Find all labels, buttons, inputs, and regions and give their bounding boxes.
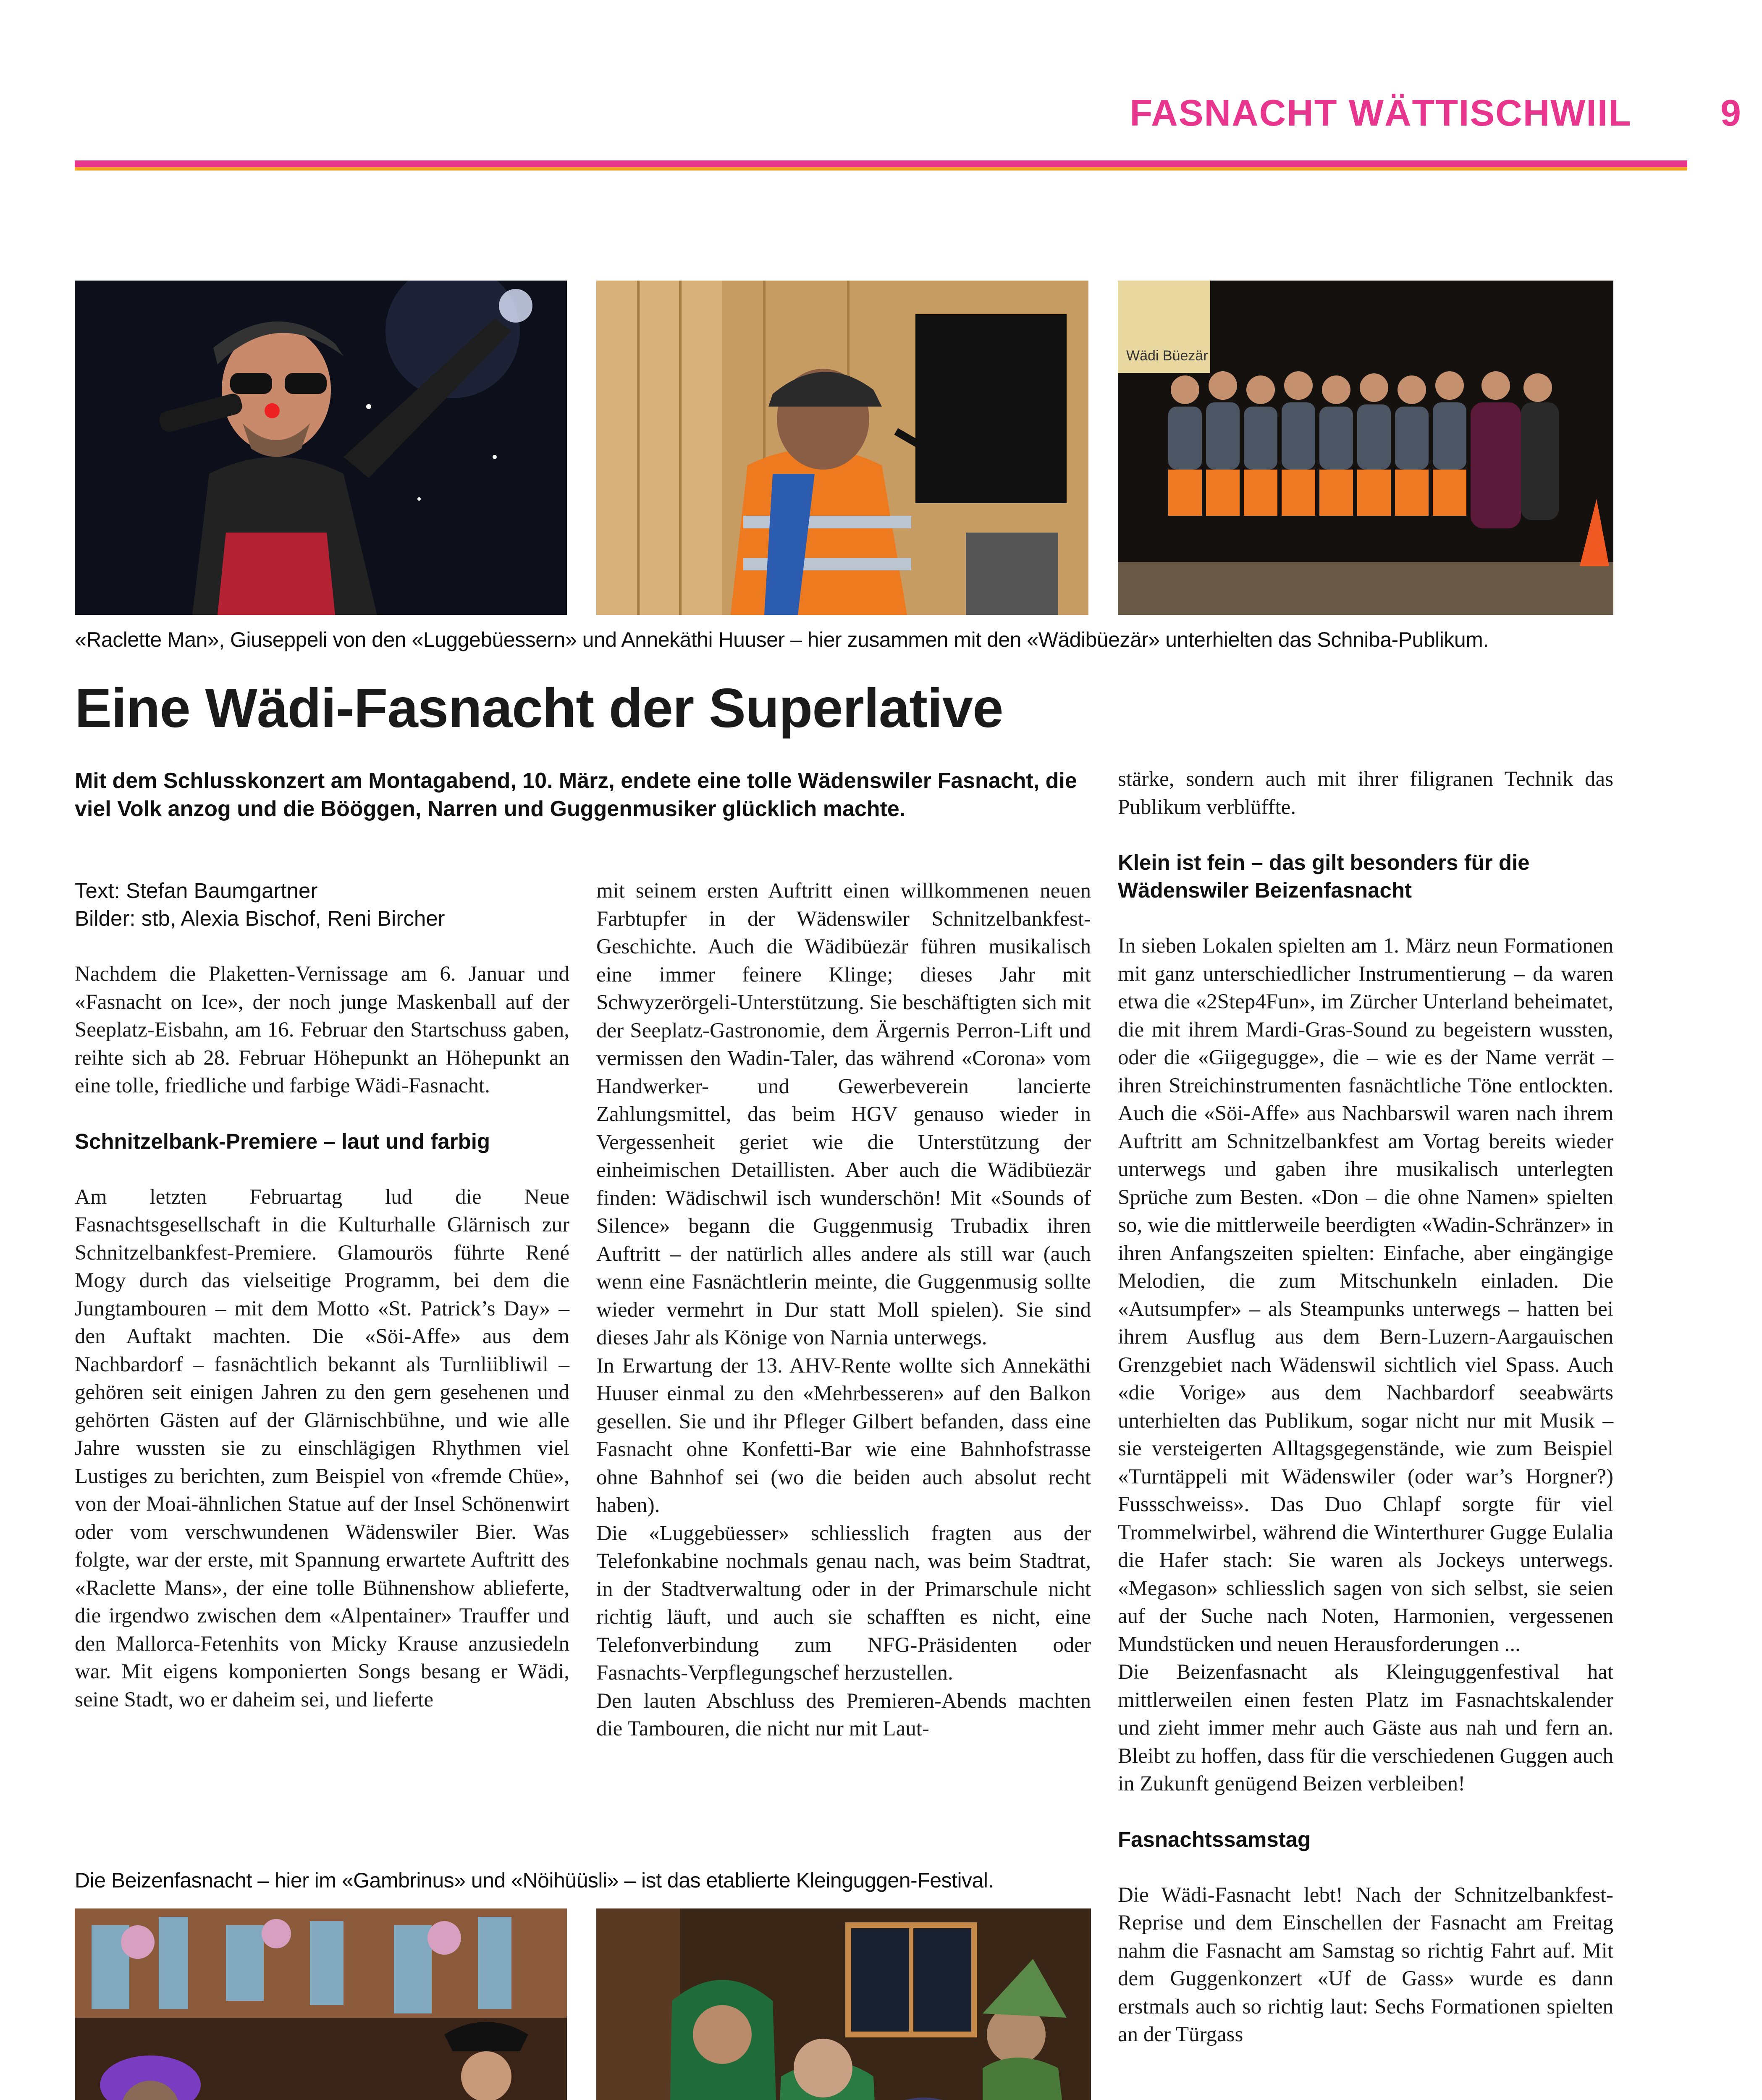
intro-paragraph: Nachdem die Plaketten-Vernissage am 6. Januar und «Fasnacht on Ice», der noch junge Maskenball auf der Seeplatz-Eisbahn, am 16. Februar den Startschuss gaben, reihte sich ab 28. Februar Höhepunkt an Höhepunkt an eine tolle, friedliche und farbige Wädi-Fasnacht. (75, 962, 569, 1097)
lead-paragraph: Mit dem Schlusskonzert am Montagabend, 10. März, endete eine tolle Wädenswiler Fasnacht, die viel Volk anzog und die Bööggen, Narren und Guggenmusiker glücklich machte. (75, 769, 1077, 821)
photo-gambrinus (75, 1908, 567, 2100)
photo-luggebuesser (596, 281, 1088, 615)
body-paragraph: Die «Luggebüesser» schliesslich fragten aus der Telefonkabine nochmals genau nach, was beim Stadtrat, in der Stadtverwaltung oder in der Primarschule nicht richtig läuft, und auch sie schafften es nicht, eine Telefonverbindung zum NFG-Präsidenten oder Fasnachts-Verpflegungschef herzustellen. (596, 1521, 1091, 1685)
body-paragraph: Die Beizenfasnacht als Kleinguggenfestival hat mittlerweilen einen festen Platz im Fasnachtskalender und zieht immer mehr auch Gäste aus nah und fern an. Bleibt zu hoffen, dass für die verschiedenen Guggen auch in Zukunft genügend Beizen verbleiben! (1118, 1660, 1613, 1796)
column-1 (75, 877, 569, 1714)
photo-waedibuezaer (1118, 281, 1613, 615)
subhead-fasnachtssamstag: Fasnachtssamstag (1118, 1827, 1311, 1851)
body-paragraph: Am letzten Februartag lud die Neue Fasnachtsgesellschaft in die Kulturhalle Glärnisch zur Schnitzelbankfest-Premiere. Glamourös führte René Mogy durch das vielseitige Programm, bei dem die Jungtambouren – mit dem Motto «St. Patrick’s Day» – den Auftakt machten. Die «Söi-Affe» aus dem Nachbardorf – fasnächtlich bekannt als Turnliibliwil – gehören seit einigen Jahren zu den gern gesehenen und gehörten Gästen auf der Glärnischbühne, und wie alle Jahre wussten sie zu einschlägigen Rhythmen viel Lustiges zu berichten, zum Beispiel von «fremde Chüe», von der Moai-ähnlichen Statue auf der Insel Schönenwirt oder vom verschwundenen Wädenswiler Bier. Was folgte, war der erste, mit Spannung erwartete Auftritt des «Raclette Mans», der eine tolle Bühnenshow ablieferte, die irgendwo zwischen dem «Alpentainer» Trauffer und den Mallorca-Fetenhits von Micky Krause anzusiedeln war. Mit eigens komponierten Songs besang er Wädi, seine Stadt, wo er daheim sei, und lieferte (75, 1185, 569, 1712)
body-paragraph: In sieben Lokalen spielten am 1. März neun Formationen mit ganz unterschiedlicher Instrumentierung – da waren etwa die «2Step4Fun», im Zürcher Unterland beheimatet, die mit ihrem Mardi-Gras-Sound zu begeistern wussten, oder die «Giigegugge», die – wie es der Name verrät – ihren Streichinstrumenten fasnächtliche Töne entlockten. Auch die «Söi-Affe» aus Nachbarswil waren nach ihrem Auftritt am Schnitzelbankfest am Vortag bereits wieder unterwegs und gaben ihre musikalisch unterlegten Sprüche zum Besten. «Don – die ohne Namen» spielten so, wie die mittlerweile beerdigten «Wadin-Schränzer» in ihren Anfangszeiten spielten: Einfache, aber eingängige Melodien, die zum Mitschunkeln einladen. Die «Autsumpfer» – als Steampunks unterwegs – hatten bei ihrem Ausflug aus dem Bern-Luzern-Aargauischen Grenzgebiet nach Wädenswil sichtlich viel Spass. Auch «die Vorige» aus dem Nachbardorf seeabwärts unterhielten das Publikum, sogar nicht nur mit Musik – sie versteigerten Alltagsgegenstände, wie zum Beispiel «Turntäppeli mit Wädenswiler (oder war’s Horgner?) Fussschweiss». Das Duo Chlapf sorgte für viel Trommelwirbel, während die Winterthurer Gugge Eulalia die Hafer stach: Sie waren als Jockeys unterwegs. «Megason» schliesslich sagen von sich selbst, sie seien auf der Suche nach Noten, Harmonien, vergessenen Mundstücken und neuen Herausforderungen ... (1118, 934, 1613, 1656)
column-3 (1118, 765, 1613, 2049)
body-paragraph: mit seinem ersten Auftritt einen willkommenen neuen Farbtupfer in der Wädenswiler Schnitzelbankfest-Geschichte. Auch die Wädibüezär führen musikalisch eine immer feinere Klinge; dieses Jahr mit Schwyzerörgeli-Unterstützung. Sie beschäftigten sich mit der Seeplatz-Gastronomie, dem Ärgernis Perron-Lift und vermissen den Wadin-Taler, das während «Corona» vom Handwerker- und Gewerbeverein lancierte Zahlungsmittel, das beim HGV genauso wieder in Vergessenheit geriet wie die Unterstützung der einheimischen Detaillisten. Aber auch die Wädibüezär finden: Wädischwil isch wunderschön! Mit «Sounds of Silence» begann die Guggenmusig Trubadix ihren Auftritt – der natürlich alles andere als still war (auch wenn eine Fasnächtlerin meinte, die Guggenmusig sollte wieder vermehrt in Dur statt Moll spielen). Sie sind dieses Jahr als Könige von Narnia unterwegs. (596, 879, 1091, 1349)
page-number: 9 (1720, 92, 1741, 134)
header-stripe-orange (75, 167, 1687, 171)
subhead-beizenfasnacht: Klein ist fein – das gilt besonders für die Wädenswiler Beizenfasnacht (1118, 850, 1530, 902)
body-paragraph: Den lauten Abschluss des Premieren-Abends machten die Tambouren, die nicht nur mit Laut- (596, 1689, 1091, 1740)
credit-text: Text: Stefan Baumgartner (75, 879, 318, 903)
photo-raclette-man (75, 281, 567, 615)
body-paragraph: In Erwartung der 13. AHV-Rente wollte sich Annekäthi Huuser einmal zu den «Mehrbesseren» auf den Balkon gesellen. Sie und ihr Pfleger Gilbert befanden, dass eine Fasnacht ohne Konfetti-Bar wie eine Bahnhofstrasse ohne Bahnhof sei (wo die beiden auch absolut recht haben). (596, 1354, 1091, 1517)
body-paragraph: stärke, sondern auch mit ihrer filigranen Technik das Publikum verblüffte. (1118, 767, 1613, 819)
photo-noeihuusli (596, 1908, 1091, 2100)
credit-images: Bilder: stb, Alexia Bischof, Reni Bircher (75, 906, 445, 930)
stage-sign: Wädi Büezär (1126, 348, 1208, 364)
body-paragraph: Die Wädi-Fasnacht lebt! Nach der Schnitzelbankfest-Reprise und dem Einschellen der Fasnacht am Freitag nahm die Fasnacht am Samstag so richtig Fahrt auf. Mit dem Guggenkonzert «Uf de Gass» wurde es dann erstmals auch so richtig laut: Sechs Formationen spielten an der Türgass (1118, 1883, 1613, 2046)
column-2 (596, 877, 1091, 1743)
caption-bottom: Die Beizenfasnacht – hier im «Gambrinus» und «Nöihüüsli» – ist das etablierte Kleinguggen-Festival. (75, 1869, 994, 1892)
page-title: Eine Wädi-Fasnacht der Superlative (75, 677, 1003, 739)
header-stripe-pink (75, 160, 1687, 167)
caption-top: «Raclette Man», Giuseppeli von den «Luggebüessern» und Annekäthi Huuser – hier zusammen mit den «Wädibüezär» unterhielten das Schniba-Publikum. (75, 628, 1489, 651)
section-title: FASNACHT WÄTTISCHWIIL (1130, 92, 1632, 134)
subhead-schnitzelbank: Schnitzelbank-Premiere – laut und farbig (75, 1129, 490, 1153)
